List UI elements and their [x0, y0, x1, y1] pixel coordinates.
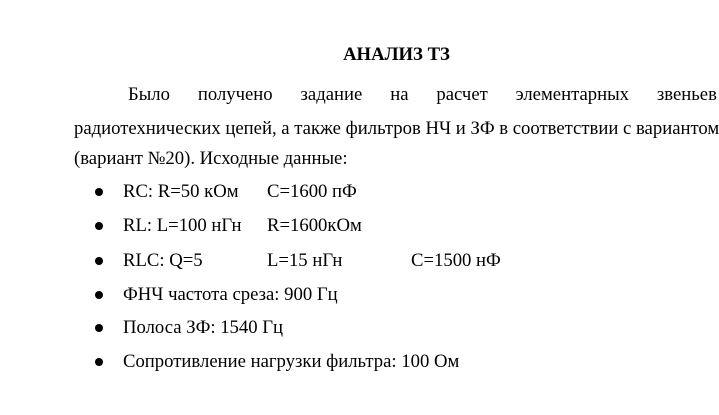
paragraph-word: звеньев	[656, 84, 717, 105]
paragraph-word: элементарных	[515, 84, 630, 105]
rc-resistance: RC: R=50 кОм	[123, 181, 239, 202]
bullet-icon	[95, 291, 103, 299]
lpf-cutoff-text: ФНЧ частота среза: 900 Гц	[123, 284, 338, 305]
rl-inductance: RL: L=100 нГн	[123, 215, 242, 236]
bullet-icon	[95, 358, 103, 366]
notch-band-text: Полоса ЗФ: 1540 Гц	[123, 317, 284, 338]
document-title: АНАЛИЗ ТЗ	[343, 44, 450, 65]
bullet-icon	[95, 222, 103, 230]
bullet-icon	[95, 188, 103, 196]
rc-capacitance: C=1600 пФ	[267, 181, 357, 202]
paragraph-word: задание	[300, 84, 363, 105]
bullet-icon	[95, 324, 103, 332]
rl-resistance: R=1600кОм	[267, 215, 362, 236]
load-resistance-text: Сопротивление нагрузки фильтра: 100 Ом	[123, 351, 460, 372]
rlc-capacitance: C=1500 нФ	[411, 250, 501, 271]
paragraph-line-3: (вариант №20). Исходные данные:	[74, 148, 348, 169]
paragraph-line-2: радиотехнических цепей, а также фильтров НЧ и ЗФ в соответствии с вариантом	[74, 118, 719, 139]
paragraph-word: на	[390, 84, 409, 105]
bullet-icon	[95, 257, 103, 265]
rlc-quality: RLC: Q=5	[123, 250, 203, 271]
paragraph-word: расчет	[436, 84, 488, 105]
paragraph-line-1	[128, 84, 717, 106]
paragraph-word: получено	[197, 84, 273, 105]
rlc-inductance: L=15 нГн	[267, 250, 343, 271]
paragraph-word: Было	[128, 84, 170, 105]
